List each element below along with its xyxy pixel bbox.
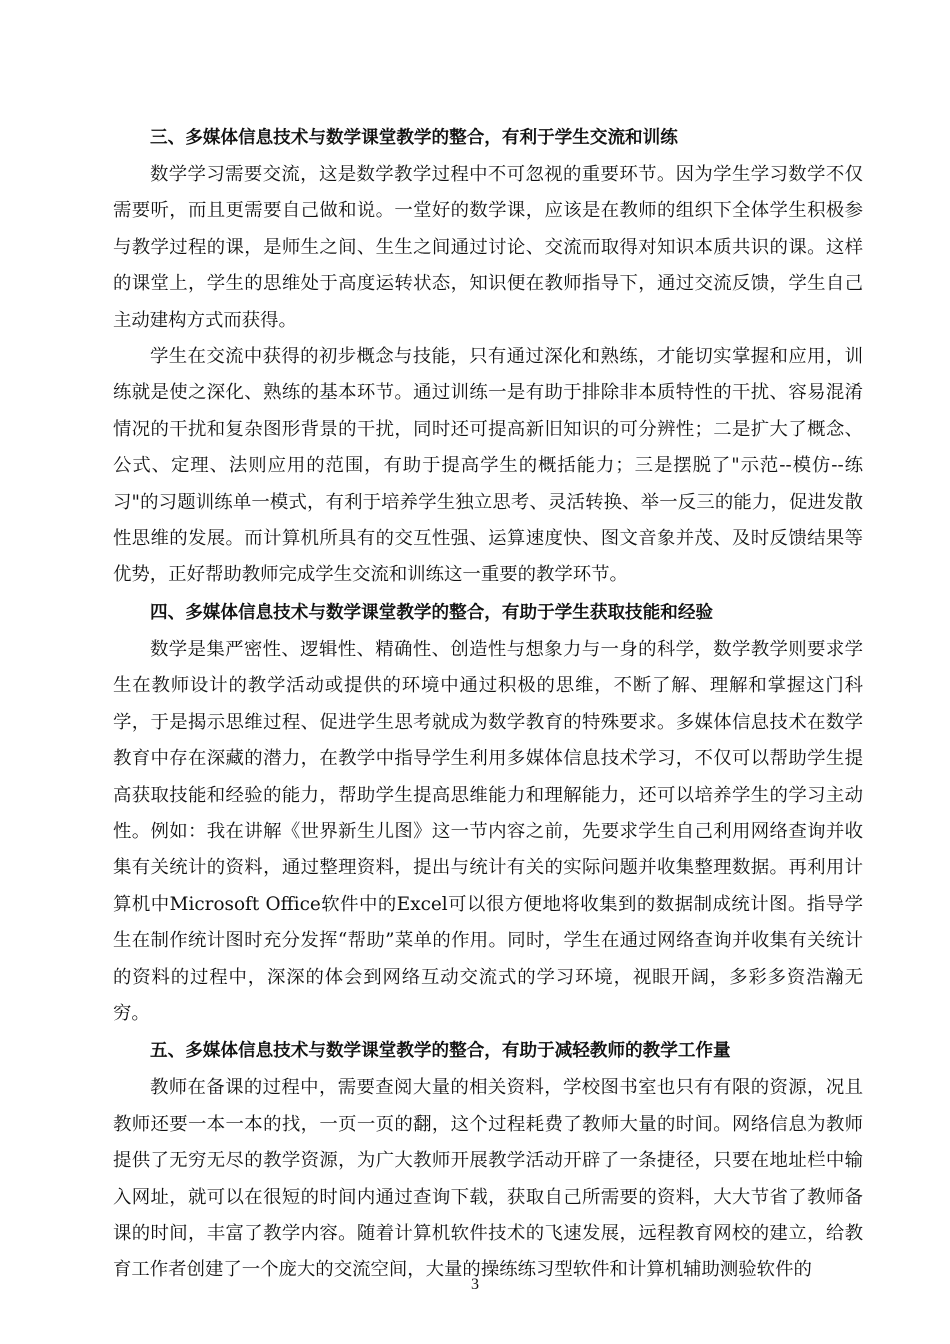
paragraph: 教师在备课的过程中，需要查阅大量的相关资料，学校图书室也只有有限的资源，况且教师还要一本一本的找，一页一页的翻，这个过程耗费了教师大量的时间。网络信息为教师提供了无穷无尽的教学资源，为广大教师开展教学活动开辟了一条捷径，只要在地址栏中输入网址，就可以在很短的时间内通过查询下载，获取自己所需要的资料，大大节省了教师备课的时间，丰富了教学内容。随着计算机软件技术的飞速发展，远程教育网校的建立，给教育工作者创建了一个庞大的交流空间，大量的操练练习型软件和计算机辅助测验软件的 xyxy=(113,1077,863,1281)
section-heading: 四、多媒体信息技术与数学课堂教学的整合，有助于学生获取技能和经验 xyxy=(150,602,714,623)
paragraph: 数学是集严密性、逻辑性、精确性、创造性与想象力与一身的科学，数学教学则要求学生在教师设计的教学活动或提供的环境中通过积极的思维，不断了解、理解和掌握这门科学，于是揭示思维过程、促进学生思考就成为数学教育的特殊要求。多媒体信息技术在数学教育中存在深藏的潜力，在教学中指导学生利用多媒体信息技术学习，不仅可以帮助学生提高获取技能和经验的能力，帮助学生提高思维能力和理解能力，还可以培养学生的学习主动性。例如：我在讲解《世界新生儿图》这一节内容之前，先要求学生自己利用网络查询并收集有关统计的资料，通过整理资料，提出与统计有关的实际问题并收集整理数据。再利用计算机中Microsoft Office软件中的Excel可以很方便地将收集到的数据制成统计图。指导学生在制作统计图时充分发挥“帮助”菜单的作用。同时，学生在通过网络查询并收集有关统计的资料的过程中，深深的体会到网络互动交流式的学习环境，视眼开阔，多彩多资浩瀚无穷。 xyxy=(113,638,863,1024)
paragraph: 数学学习需要交流，这是数学教学过程中不可忽视的重要环节。因为学生学习数学不仅需要听，而且更需要自己做和说。一堂好的数学课，应该是在教师的组织下全体学生积极参与教学过程的课，是师生之间、生生之间通过讨论、交流而取得对知识本质共识的课。这样的课堂上，学生的思维处于高度运转状态，知识便在教师指导下，通过交流反馈，学生自己主动建构方式而获得。 xyxy=(113,164,863,331)
section-heading: 五、多媒体信息技术与数学课堂教学的整合，有助于减轻教师的教学工作量 xyxy=(150,1041,731,1062)
section-4 xyxy=(113,594,863,1032)
section-3 xyxy=(113,119,863,594)
section-heading: 三、多媒体信息技术与数学课堂教学的整合，有利于学生交流和训练 xyxy=(150,128,678,148)
page-number: 3 xyxy=(471,1276,479,1293)
section-5 xyxy=(113,1032,863,1288)
document-page xyxy=(113,119,863,1289)
paragraph: 学生在交流中获得的初步概念与技能，只有通过深化和熟练，才能切实掌握和应用，训练就是使之深化、熟练的基本环节。通过训练一是有助于排除非本质特性的干扰、容易混淆情况的干扰和复杂图形背景的干扰，同时还可提高新旧知识的可分辨性；二是扩大了概念、公式、定理、法则应用的范围，有助于提高学生的概括能力；三是摆脱了"示范--模仿--练习"的习题训练单一模式，有利于培养学生独立思考、灵活转换、举一反三的能力，促进发散性思维的发展。而计算机所具有的交互性强、运算速度快、图文音象并茂、及时反馈结果等优势，正好帮助教师完成学生交流和训练这一重要的教学环节。 xyxy=(113,346,863,586)
